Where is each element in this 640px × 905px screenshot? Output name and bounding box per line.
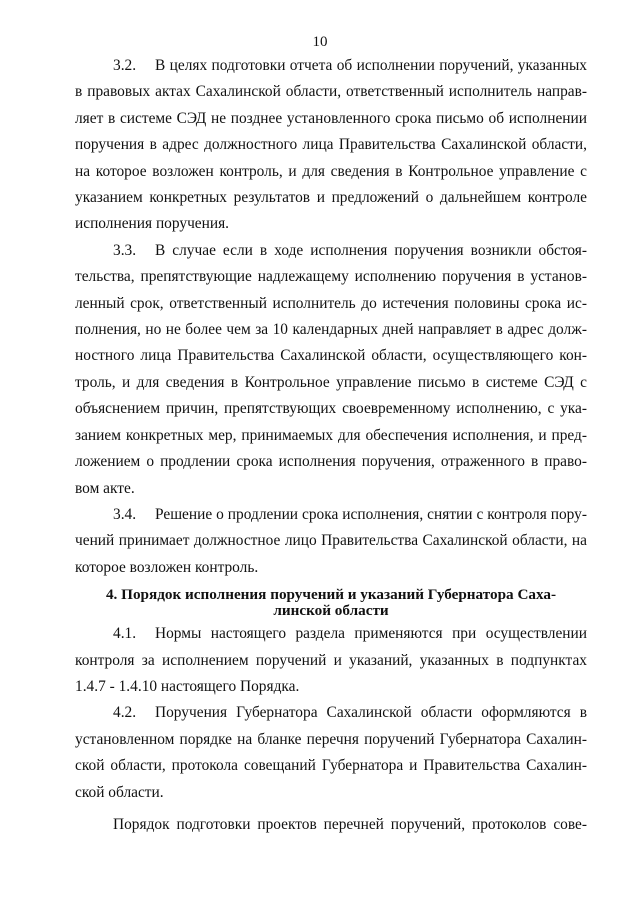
paragraph-line: установленном порядке на бланке перечня поручений Губернатора Сахалин-: [75, 730, 587, 748]
paragraph-number: 3.2.: [113, 57, 137, 74]
paragraph-line: Порядок подготовки проектов перечней поручений, протоколов сове-: [113, 815, 587, 833]
paragraph-line: чений принимает должностное лицо Правительства Сахалинской области, на: [75, 532, 587, 550]
paragraph-line: исполнения поручения.: [75, 215, 230, 233]
section-heading-line: 4. Порядок исполнения поручений и указаний Губернатора Саха-: [105, 586, 557, 604]
paragraph-line: поручения в адрес должностного лица Правительства Сахалинской области,: [75, 136, 587, 154]
section-heading-line: линской области: [273, 602, 389, 620]
page-number: 10: [312, 34, 328, 50]
paragraph-3-4: [75, 502, 587, 581]
paragraph-line: занием конкретных мер, принимаемых для обеспечения исполнения, и пред-: [75, 426, 587, 444]
paragraph-3-2: [75, 53, 587, 238]
paragraph-number: 4.1.: [113, 625, 137, 643]
paragraph-line: 3.2. В целях подготовки отчета об исполнении поручений, указанных: [75, 53, 587, 79]
paragraph-line: ской области.: [75, 783, 164, 801]
paragraph-number: 4.2.: [113, 704, 137, 722]
paragraph-line: на которое возложен контроль, и для сведения в Контрольное управление с: [75, 162, 587, 180]
paragraph-line: объяснением причин, препятствующих своевременному исполнению, с ука-: [75, 400, 587, 418]
paragraph-line: ленный срок, ответственный исполнитель до истечения половины срока ис-: [75, 294, 587, 312]
paragraph-line: ской области, протокола совещаний Губернатора и Правительства Сахалин-: [75, 757, 587, 775]
paragraph-line: 4.2. Поручения Губернатора Сахалинской области оформляются в: [75, 700, 587, 726]
paragraph-line: тельства, препятствующие надлежащему исполнению поручения в установ-: [75, 268, 587, 286]
paragraph-line: 1.4.7 - 1.4.10 настоящего Порядка.: [75, 677, 300, 695]
section-heading: [75, 587, 587, 619]
paragraph-3-3: [75, 238, 587, 502]
paragraph-line: полнения, но не более чем за 10 календарных дней направляет в адрес долж-: [75, 321, 587, 339]
paragraph-line: 3.3. В случае если в ходе исполнения поручения возникли обстоя-: [75, 238, 587, 264]
paragraph-line: 4.1. Нормы настоящего раздела применяются при осуществлении: [75, 621, 587, 647]
paragraph-line: ложением о продлении срока исполнения поручения, отраженного в право-: [75, 453, 587, 471]
paragraph-line: ляет в системе СЭД не позднее установленного срока письмо об исполнении: [75, 109, 587, 127]
paragraph-line: указанием конкретных результатов и предложений о дальнейшем контроле: [75, 189, 587, 207]
paragraph-line: контроля за исполнением поручений и указаний, указанных в подпунктах: [75, 651, 587, 669]
paragraph-continuation: [75, 812, 587, 838]
document-body: [75, 53, 587, 838]
paragraph-number: 3.4.: [113, 505, 137, 523]
paragraph-4-2: [75, 700, 587, 806]
paragraph-line: троль, и для сведения в Контрольное управление письмо в системе СЭД с: [75, 373, 587, 391]
paragraph-line: которое возложен контроль.: [75, 558, 259, 576]
paragraph-line: ностного лица Правительства Сахалинской области, осуществляющего кон-: [75, 347, 587, 365]
paragraph-line: вом акте.: [75, 479, 135, 497]
paragraph-line: 3.4. Решение о продлении срока исполнения, снятии с контроля пору-: [75, 502, 587, 528]
paragraph-line: в правовых актах Сахалинской области, ответственный исполнитель направ-: [75, 83, 587, 101]
paragraph-4-1: [75, 621, 587, 700]
paragraph-number: 3.3.: [113, 241, 137, 259]
